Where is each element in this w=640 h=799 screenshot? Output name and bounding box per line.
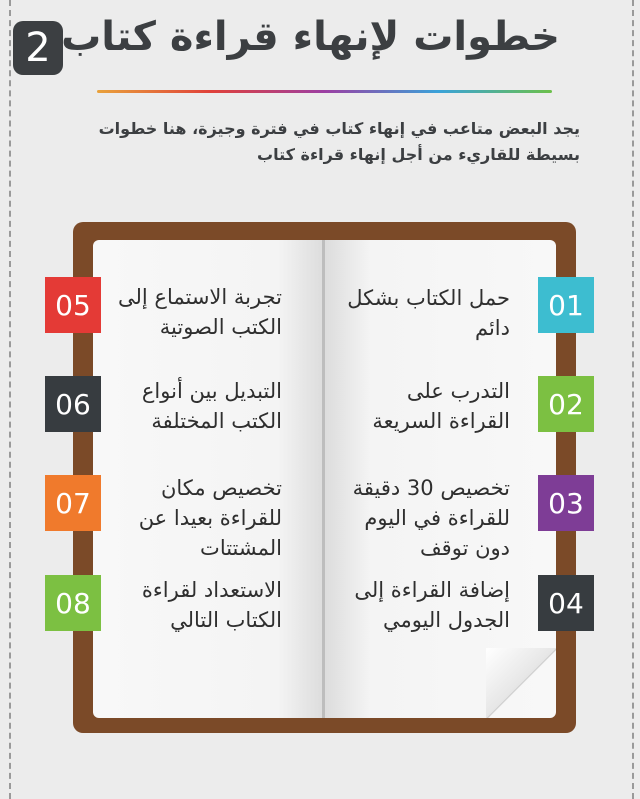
step-tab-03: 03 <box>538 475 594 531</box>
intro-paragraph: يجد البعض متاعب في إنهاء كتاب في فترة وجيزة، هنا خطوات بسيطة للقاريء من أجل إنهاء قراءة كتاب <box>98 119 580 164</box>
step-tab-05: 05 <box>45 277 101 333</box>
page-title: خطوات لإنهاء قراءة كتاب <box>61 14 560 60</box>
dashed-border-left <box>9 0 11 799</box>
step-text-07: تخصيص مكان للقراءة بعيدا عن المشتتات <box>138 476 282 560</box>
step-text-06: التبديل بين أنواع الكتب المختلفة <box>141 379 282 433</box>
step-text-02: التدرب على القراءة السريعة <box>372 379 510 433</box>
step-number-badge: 2 <box>13 21 63 75</box>
step-tab-06: 06 <box>45 376 101 432</box>
step-tab-02: 02 <box>538 376 594 432</box>
step-text-01: حمل الكتاب بشكل دائم <box>347 286 510 340</box>
book-spine <box>322 240 325 718</box>
dashed-border-right <box>632 0 634 799</box>
step-text-03: تخصيص 30 دقيقة للقراءة في اليوم دون توقف <box>352 476 510 560</box>
step-tab-04: 04 <box>538 575 594 631</box>
step-tab-07: 07 <box>45 475 101 531</box>
step-text-08: الاستعداد لقراءة الكتاب التالي <box>141 578 282 632</box>
title-underline <box>97 90 552 93</box>
step-tab-01: 01 <box>538 277 594 333</box>
page-curl-icon <box>486 648 556 718</box>
step-tab-08: 08 <box>45 575 101 631</box>
step-text-05: تجربة الاستماع إلى الكتب الصوتية <box>118 285 282 339</box>
step-text-04: إضافة القراءة إلى الجدول اليومي <box>354 578 510 632</box>
